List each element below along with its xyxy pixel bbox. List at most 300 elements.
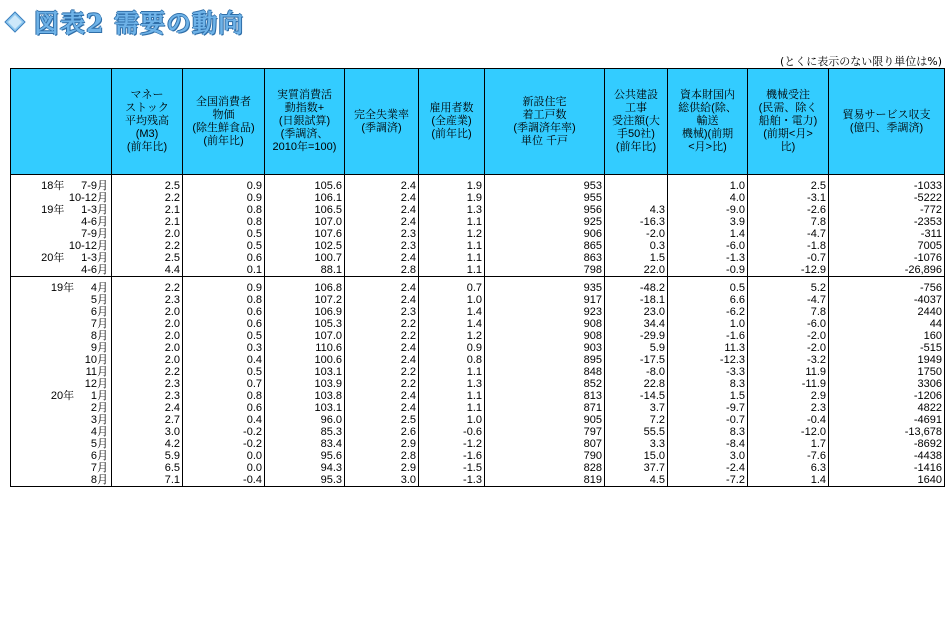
diamond-icon (4, 11, 26, 33)
table-cell: 1.5 (668, 390, 748, 402)
table-cell: -18.1 (605, 294, 668, 306)
table-cell: 1.1 (419, 216, 485, 228)
table-cell: -515 (829, 342, 945, 354)
table-cell: 819 (485, 474, 605, 487)
table-cell: -48.2 (605, 282, 668, 294)
table-cell: -1.3 (419, 474, 485, 487)
table-cell: 2.3 (112, 378, 183, 390)
table-cell: 1.1 (419, 264, 485, 277)
table-cell: 2.4 (345, 252, 419, 264)
table-cell: 917 (485, 294, 605, 306)
table-row (11, 240, 945, 252)
table-cell: 3.7 (605, 402, 668, 414)
table-cell: 2.2 (345, 330, 419, 342)
table-cell: 1.3 (419, 378, 485, 390)
table-cell: 55.5 (605, 426, 668, 438)
table-cell: 2.4 (345, 402, 419, 414)
row-label (11, 240, 112, 252)
table-cell: 1.1 (419, 240, 485, 252)
table-cell: 1.9 (419, 192, 485, 204)
table-cell: -4691 (829, 414, 945, 426)
table-cell: 0.6 (183, 306, 265, 318)
table-row (11, 426, 945, 438)
row-label (11, 204, 112, 216)
row-label (11, 192, 112, 204)
table-cell: -16.3 (605, 216, 668, 228)
table-cell: 4822 (829, 402, 945, 414)
row-period: 4月 (90, 282, 108, 294)
table-cell: 6.6 (668, 294, 748, 306)
table-row (11, 252, 945, 264)
table-cell: 107.6 (265, 228, 345, 240)
table-cell: 2.0 (112, 306, 183, 318)
table-cell: 88.1 (265, 264, 345, 277)
table-cell: 0.7 (419, 282, 485, 294)
table-row (11, 450, 945, 462)
table-cell: 923 (485, 306, 605, 318)
column-header: 貿易サービス収支 (億円、季調済) (829, 69, 945, 175)
table-cell: -2.0 (748, 330, 829, 342)
table-cell: 790 (485, 450, 605, 462)
table-cell: -0.7 (668, 414, 748, 426)
table-cell: -13,678 (829, 426, 945, 438)
row-period: 7-9月 (81, 228, 108, 240)
table-cell: 85.3 (265, 426, 345, 438)
unit-note: (とくに表示のない限り単位は%) (779, 55, 942, 68)
row-label (11, 414, 112, 426)
row-period: 3月 (90, 414, 108, 426)
table-cell: 2.3 (345, 228, 419, 240)
row-year: 19年 (50, 282, 75, 294)
table-cell: 95.6 (265, 450, 345, 462)
table-cell: 107.2 (265, 294, 345, 306)
table-cell: 0.5 (668, 282, 748, 294)
table-cell: 2.2 (112, 240, 183, 252)
table-cell: 22.0 (605, 264, 668, 277)
table-cell: -1076 (829, 252, 945, 264)
table-cell: 6.5 (112, 462, 183, 474)
table-cell: 8.3 (668, 426, 748, 438)
table-cell: -2.0 (748, 342, 829, 354)
table-cell: 865 (485, 240, 605, 252)
table-cell: 1.2 (419, 228, 485, 240)
row-period: 6月 (90, 450, 108, 462)
table-cell: -8.4 (668, 438, 748, 450)
table-cell: 0.0 (183, 450, 265, 462)
table-cell: 0.6 (183, 318, 265, 330)
table-cell: 0.1 (183, 264, 265, 277)
table-cell: 956 (485, 204, 605, 216)
table-cell: 2.9 (748, 390, 829, 402)
table-cell: 2.2 (345, 318, 419, 330)
table-cell: 3.0 (668, 450, 748, 462)
table-cell: 100.7 (265, 252, 345, 264)
table-cell: -1.8 (748, 240, 829, 252)
table-cell: 2.2 (345, 378, 419, 390)
column-header: 資本財国内 総供給(除、 輸送 機械)(前期 <月>比) (668, 69, 748, 175)
table-row (11, 378, 945, 390)
row-label (11, 366, 112, 378)
table-cell: 160 (829, 330, 945, 342)
table-cell: 2.4 (345, 282, 419, 294)
row-label (11, 342, 112, 354)
row-period: 7-9月 (81, 180, 108, 192)
column-header (11, 69, 112, 175)
table-cell: -0.2 (183, 438, 265, 450)
table-cell: 95.3 (265, 474, 345, 487)
table-cell: -1.2 (419, 438, 485, 450)
table-row (11, 228, 945, 240)
table-cell: 2.0 (112, 342, 183, 354)
row-label (11, 252, 112, 264)
table-cell: 5.9 (605, 342, 668, 354)
table-cell: 908 (485, 318, 605, 330)
table-cell: 1.0 (668, 318, 748, 330)
table-cell: 2.3 (748, 402, 829, 414)
row-period: 6月 (90, 306, 108, 318)
table-cell: 813 (485, 390, 605, 402)
row-year: 18年 (41, 180, 65, 192)
column-header: 実質消費活 動指数+ (日銀試算) (季調済、 2010年=100) (265, 69, 345, 175)
table-cell: -7.6 (748, 450, 829, 462)
table-cell: 0.8 (183, 216, 265, 228)
table-cell: 1750 (829, 366, 945, 378)
table-cell: 2.5 (748, 180, 829, 192)
table-cell: 828 (485, 462, 605, 474)
table-cell: 105.6 (265, 180, 345, 192)
table-row (11, 294, 945, 306)
row-period: 2月 (90, 402, 108, 414)
table-cell: 871 (485, 402, 605, 414)
table-cell: 23.0 (605, 306, 668, 318)
table-cell: -1.6 (419, 450, 485, 462)
row-label (11, 354, 112, 366)
table-cell: -0.4 (748, 414, 829, 426)
table-cell: -1033 (829, 180, 945, 192)
table-cell: 2.4 (112, 402, 183, 414)
table-row (11, 306, 945, 318)
row-year: 20年 (41, 252, 65, 264)
table-cell: 1.0 (668, 180, 748, 192)
table-cell: -12.9 (748, 264, 829, 277)
row-year: 20年 (50, 390, 75, 402)
table-cell: -4.7 (748, 228, 829, 240)
row-period: 5月 (90, 294, 108, 306)
table-cell: 102.5 (265, 240, 345, 252)
table-cell: 44 (829, 318, 945, 330)
table-cell: 8.3 (668, 378, 748, 390)
table-cell: 1.0 (419, 414, 485, 426)
row-period: 5月 (90, 438, 108, 450)
table-cell: 4.2 (112, 438, 183, 450)
table-cell: -6.0 (668, 240, 748, 252)
table-cell: 1.1 (419, 252, 485, 264)
table-row (11, 330, 945, 342)
table-cell: 106.1 (265, 192, 345, 204)
table-cell: 2.3 (345, 306, 419, 318)
table-row (11, 366, 945, 378)
table-cell: 6.3 (748, 462, 829, 474)
column-header: 新設住宅 着工戸数 (季調済年率) 単位 千戸 (485, 69, 605, 175)
table-row (11, 204, 945, 216)
table-cell: 7.8 (748, 216, 829, 228)
table-cell: 2.1 (112, 216, 183, 228)
table-cell: 1.7 (748, 438, 829, 450)
table-cell: 0.3 (183, 342, 265, 354)
row-label (11, 390, 112, 402)
column-header: 雇用者数 (全産業) (前年比) (419, 69, 485, 175)
table-cell: 103.1 (265, 366, 345, 378)
table-cell: 0.6 (183, 402, 265, 414)
table-cell: 2.2 (112, 282, 183, 294)
table-cell: 107.0 (265, 330, 345, 342)
table-cell: 0.9 (183, 282, 265, 294)
table-cell: 0.4 (183, 354, 265, 366)
table-cell: 0.4 (183, 414, 265, 426)
table-cell: 15.0 (605, 450, 668, 462)
table-cell: 1.1 (419, 402, 485, 414)
table-cell: 2.5 (345, 414, 419, 426)
table-cell: -0.7 (748, 252, 829, 264)
table-cell: 1.5 (605, 252, 668, 264)
table-cell: 955 (485, 192, 605, 204)
table-cell: 905 (485, 414, 605, 426)
row-label (11, 264, 112, 277)
table-cell: -12.3 (668, 354, 748, 366)
table-cell: 2.3 (345, 240, 419, 252)
table-cell: -0.6 (419, 426, 485, 438)
table-cell: 2.1 (112, 204, 183, 216)
table-cell: -1.5 (419, 462, 485, 474)
table-cell: -12.0 (748, 426, 829, 438)
table-cell: 4.0 (668, 192, 748, 204)
table-cell: -3.1 (748, 192, 829, 204)
row-label (11, 438, 112, 450)
table-cell: -772 (829, 204, 945, 216)
table-row (11, 180, 945, 192)
header-row (11, 69, 945, 175)
table-cell: -3.3 (668, 366, 748, 378)
row-label (11, 228, 112, 240)
row-period: 4-6月 (81, 216, 108, 228)
table-cell: -2.6 (748, 204, 829, 216)
table-cell: 903 (485, 342, 605, 354)
table-cell: 2.9 (345, 462, 419, 474)
table-cell: 797 (485, 426, 605, 438)
table-cell: 0.6 (183, 252, 265, 264)
table-cell: 106.9 (265, 306, 345, 318)
table-cell: 1.4 (748, 474, 829, 487)
table-cell: -3.2 (748, 354, 829, 366)
table-cell: 2.2 (112, 192, 183, 204)
page-title: 図表2 需要の動向 (34, 9, 245, 38)
table-cell: -26,896 (829, 264, 945, 277)
table-cell: 935 (485, 282, 605, 294)
table-cell: 7005 (829, 240, 945, 252)
table-row (11, 192, 945, 204)
table-cell: 2.0 (112, 354, 183, 366)
row-label (11, 474, 112, 487)
table-cell: 2.4 (345, 354, 419, 366)
table-cell: -1416 (829, 462, 945, 474)
table-cell: 0.9 (183, 180, 265, 192)
table-cell: 2.4 (345, 204, 419, 216)
row-period: 10月 (84, 354, 108, 366)
table-cell: 106.8 (265, 282, 345, 294)
table-cell: 1.2 (419, 330, 485, 342)
table-cell: 94.3 (265, 462, 345, 474)
table-cell: -9.0 (668, 204, 748, 216)
table-cell: 1.1 (419, 366, 485, 378)
table-cell: -2.4 (668, 462, 748, 474)
table-cell: 2.5 (112, 180, 183, 192)
table-cell: 3.9 (668, 216, 748, 228)
row-label (11, 294, 112, 306)
table-cell: 103.8 (265, 390, 345, 402)
row-label (11, 330, 112, 342)
table-cell: -756 (829, 282, 945, 294)
table-cell: 925 (485, 216, 605, 228)
table-cell: 2.7 (112, 414, 183, 426)
table-cell: 0.7 (183, 378, 265, 390)
table-row (11, 264, 945, 277)
table-cell: 2.3 (112, 390, 183, 402)
row-label (11, 306, 112, 318)
table-cell: 3.0 (345, 474, 419, 487)
table-cell: 7.2 (605, 414, 668, 426)
table-cell: 103.1 (265, 402, 345, 414)
table-cell: -7.2 (668, 474, 748, 487)
row-period: 8月 (90, 330, 108, 342)
table-cell: -0.2 (183, 426, 265, 438)
table-cell: -1.3 (668, 252, 748, 264)
table-cell: 7.1 (112, 474, 183, 487)
table-cell: 848 (485, 366, 605, 378)
row-period: 7月 (90, 462, 108, 474)
row-period: 7月 (90, 318, 108, 330)
table-row (11, 318, 945, 330)
title-bar (4, 4, 244, 40)
table-cell: -17.5 (605, 354, 668, 366)
table-cell: -5222 (829, 192, 945, 204)
table-cell: -0.9 (668, 264, 748, 277)
row-period: 1-3月 (81, 252, 108, 264)
demand-table (10, 68, 945, 487)
table-cell: 0.5 (183, 240, 265, 252)
table-cell: 1.4 (419, 318, 485, 330)
table-row (11, 462, 945, 474)
table-cell: 2.0 (112, 330, 183, 342)
table-cell: 2.0 (112, 228, 183, 240)
table-cell: 863 (485, 252, 605, 264)
table-cell: 2.4 (345, 216, 419, 228)
row-year: 19年 (41, 204, 65, 216)
table-cell: -9.7 (668, 402, 748, 414)
table-cell: -2.0 (605, 228, 668, 240)
table-cell: 852 (485, 378, 605, 390)
table-cell: 2.9 (345, 438, 419, 450)
table-cell: 1.0 (419, 294, 485, 306)
table-cell: 895 (485, 354, 605, 366)
table-cell: 2.6 (345, 426, 419, 438)
row-period: 1月 (90, 390, 108, 402)
table-cell: 0.5 (183, 330, 265, 342)
column-header: マネー ストック 平均残高 (M3) (前年比) (112, 69, 183, 175)
table-cell: 908 (485, 330, 605, 342)
table-cell: 103.9 (265, 378, 345, 390)
table-cell: 11.3 (668, 342, 748, 354)
table-cell: 2.3 (112, 294, 183, 306)
table-cell: -311 (829, 228, 945, 240)
table-cell: -4037 (829, 294, 945, 306)
table-cell: 2.8 (345, 264, 419, 277)
table-cell: 3306 (829, 378, 945, 390)
table-cell: 1.3 (419, 204, 485, 216)
table-cell: 0.0 (183, 462, 265, 474)
table-cell: 2.8 (345, 450, 419, 462)
table-cell: 0.8 (183, 294, 265, 306)
row-label (11, 402, 112, 414)
table-cell: 1.4 (668, 228, 748, 240)
table-cell (605, 180, 668, 192)
column-header: 全国消費者 物価 (除生鮮食品) (前年比) (183, 69, 265, 175)
table-cell: 5.2 (748, 282, 829, 294)
table-cell: -6.2 (668, 306, 748, 318)
row-label (11, 216, 112, 228)
table-cell: 107.0 (265, 216, 345, 228)
row-period: 4月 (90, 426, 108, 438)
table-cell: 2.4 (345, 390, 419, 402)
row-period: 8月 (90, 474, 108, 486)
table-cell: 0.5 (183, 366, 265, 378)
table-row (11, 402, 945, 414)
table-cell: -11.9 (748, 378, 829, 390)
table-cell: 83.4 (265, 438, 345, 450)
table-cell: 0.8 (183, 204, 265, 216)
column-header: 機械受注 (民需、除く 船舶・電力) (前期<月> 比) (748, 69, 829, 175)
table-cell: 0.9 (183, 192, 265, 204)
row-period: 10-12月 (68, 240, 108, 252)
table-cell (605, 192, 668, 204)
table-cell: 5.9 (112, 450, 183, 462)
table-cell: 4.5 (605, 474, 668, 487)
table-cell: 4.4 (112, 264, 183, 277)
table-cell: -1.6 (668, 330, 748, 342)
table-cell: 34.4 (605, 318, 668, 330)
table-cell: -6.0 (748, 318, 829, 330)
table-cell: -29.9 (605, 330, 668, 342)
table-cell: 0.8 (419, 354, 485, 366)
table-cell: 1.9 (419, 180, 485, 192)
table-cell: 2.2 (345, 366, 419, 378)
table-cell: 798 (485, 264, 605, 277)
table-row (11, 354, 945, 366)
table-row (11, 474, 945, 487)
row-period: 12月 (84, 378, 108, 390)
row-label (11, 462, 112, 474)
table-cell: 1640 (829, 474, 945, 487)
row-label (11, 450, 112, 462)
row-label (11, 378, 112, 390)
table-cell: 1.1 (419, 390, 485, 402)
row-period: 10-12月 (68, 192, 108, 204)
table-cell: 11.9 (748, 366, 829, 378)
column-header: 完全失業率 (季調済) (345, 69, 419, 175)
table-cell: 105.3 (265, 318, 345, 330)
table-cell: 0.5 (183, 228, 265, 240)
column-header: 公共建設 工事 受注額(大 手50社) (前年比) (605, 69, 668, 175)
table-cell: 906 (485, 228, 605, 240)
